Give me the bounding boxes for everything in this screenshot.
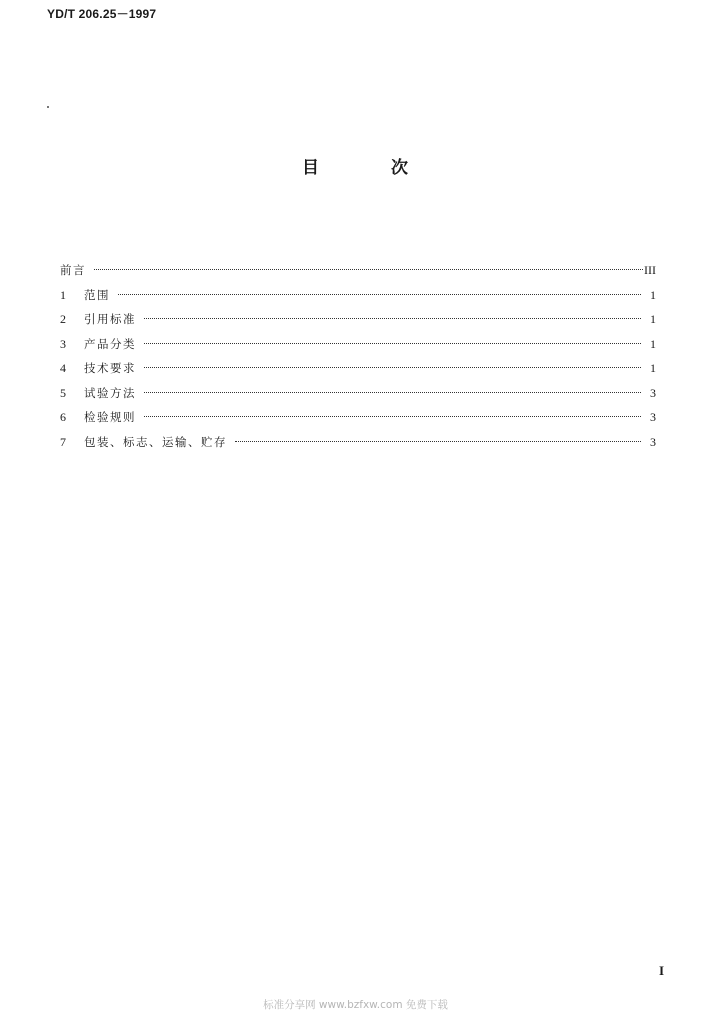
toc-entry-2[interactable] <box>60 311 656 336</box>
toc-entry-title: 前言 <box>60 263 86 277</box>
toc-entry-number: 3 <box>60 336 66 351</box>
toc-entry-number: 2 <box>60 312 66 326</box>
toc-dot-leader <box>144 317 641 319</box>
toc-entry-foreword[interactable] <box>60 262 656 287</box>
toc-dot-leader <box>235 440 641 442</box>
toc-entry-page: 1 <box>650 312 656 326</box>
toc-dot-leader <box>118 293 641 295</box>
page-title-char-2: 次 <box>391 158 408 178</box>
scan-speck <box>47 106 49 108</box>
toc-entry-page: 1 <box>650 361 656 375</box>
toc-entry-page: 3 <box>650 434 656 449</box>
toc-entry-6[interactable] <box>60 409 656 434</box>
toc-entry-page: 3 <box>650 385 656 400</box>
toc-entry-title: 包装、标志、运输、贮存 <box>84 434 227 449</box>
toc-entry-number: 4 <box>60 361 66 375</box>
toc-entry-title: 引用标准 <box>84 312 136 326</box>
toc-entry-title: 范围 <box>84 287 110 302</box>
toc-entry-title: 产品分类 <box>84 336 136 351</box>
toc-entry-title: 试验方法 <box>84 385 136 400</box>
toc-entry-number: 5 <box>60 385 66 400</box>
toc-entry-number: 6 <box>60 410 66 424</box>
toc-dot-leader <box>94 268 643 270</box>
toc-dot-leader <box>144 342 641 344</box>
toc-dot-leader <box>144 366 641 368</box>
toc-dot-leader <box>144 415 641 417</box>
toc-entry-title: 检验规则 <box>84 410 136 424</box>
toc-entry-page: 3 <box>650 410 656 424</box>
toc-entry-1[interactable] <box>60 287 656 312</box>
toc-entry-4[interactable] <box>60 360 656 385</box>
table-of-contents <box>60 262 656 458</box>
toc-entry-number: 7 <box>60 434 66 449</box>
toc-entry-page: 1 <box>650 287 656 302</box>
standard-code-header: YD/T 206.25－1997 <box>47 7 157 21</box>
toc-entry-number: 1 <box>60 287 66 302</box>
toc-entry-7[interactable] <box>60 434 656 459</box>
toc-entry-5[interactable] <box>60 385 656 410</box>
page-title-char-1: 目 <box>302 158 319 178</box>
page-number: I <box>658 963 664 978</box>
toc-entry-3[interactable] <box>60 336 656 361</box>
toc-entry-page: III <box>644 263 656 277</box>
toc-entry-title: 技术要求 <box>84 361 136 375</box>
toc-entry-page: 1 <box>650 336 656 351</box>
toc-dot-leader <box>144 391 641 393</box>
site-watermark: 标准分享网 www.bzfxw.com 免费下载 <box>263 999 448 1011</box>
